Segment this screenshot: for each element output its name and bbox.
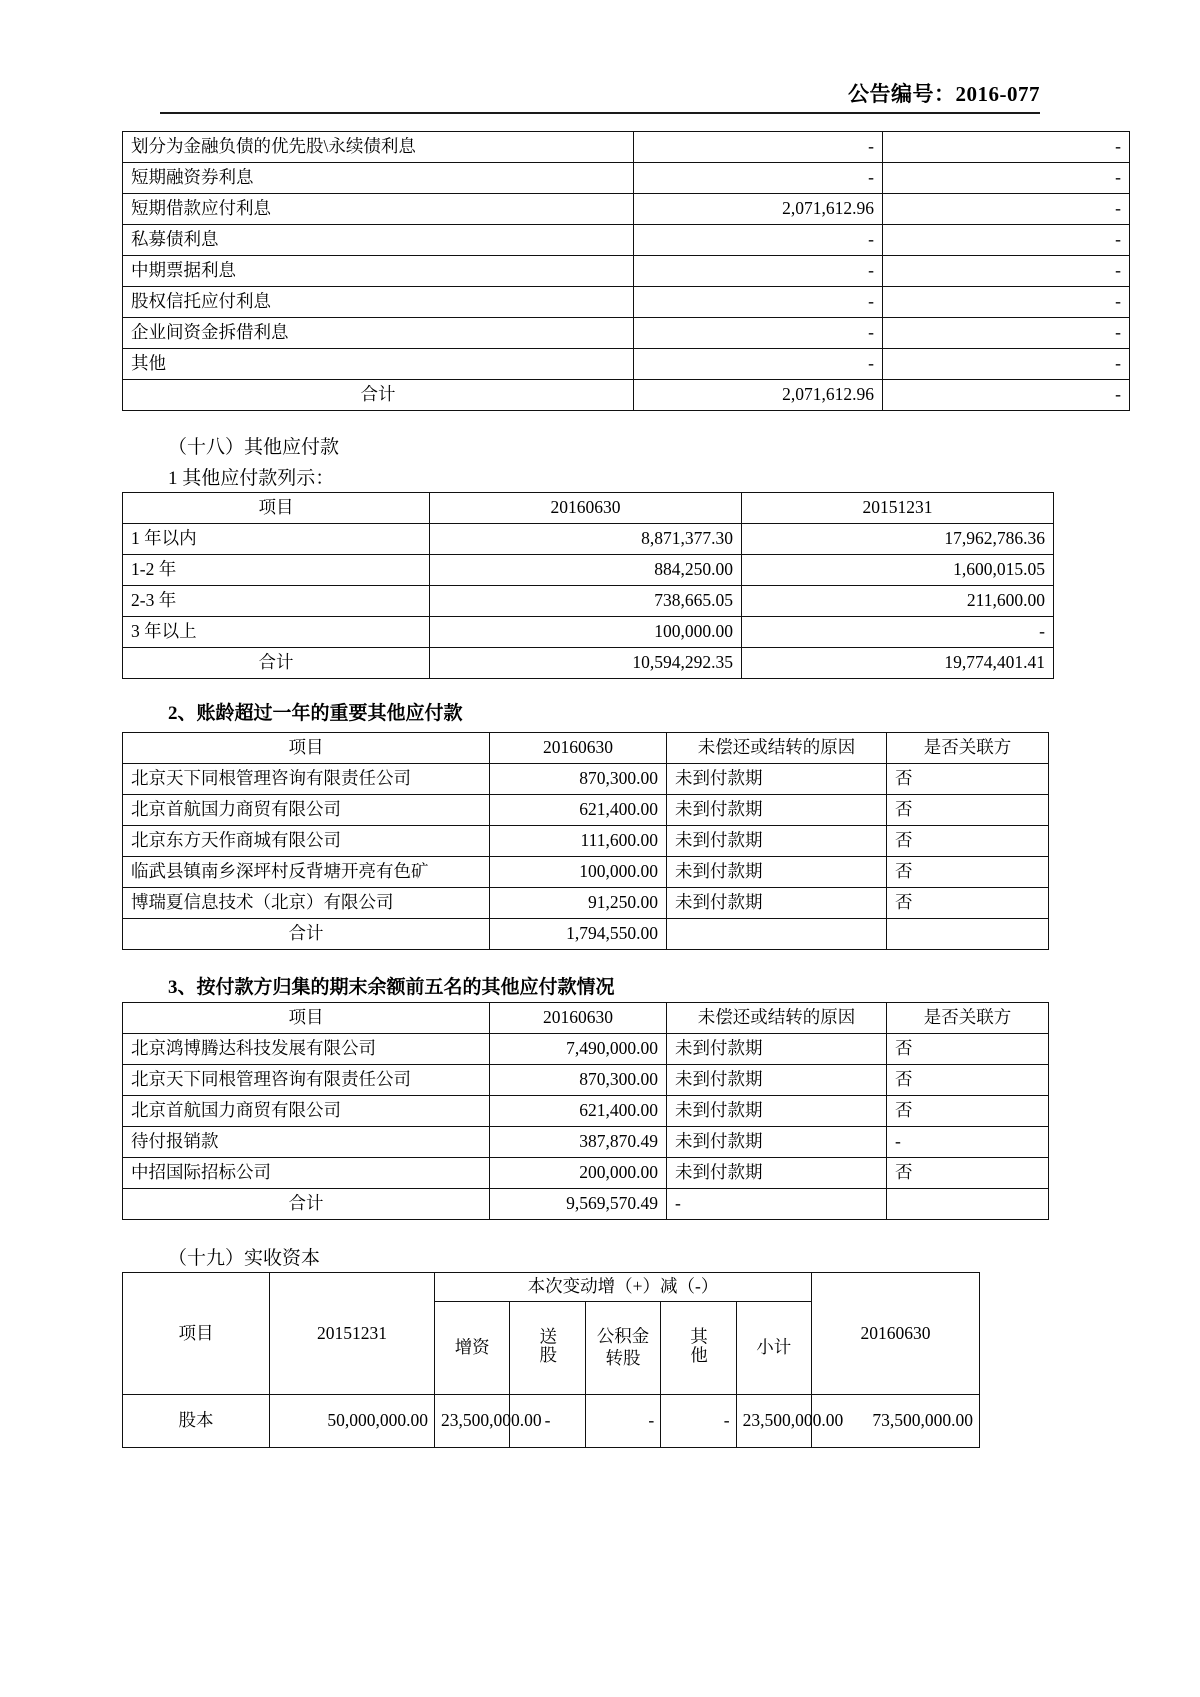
row-item: 临武县镇南乡深坪村反背塘开亮有色矿 [123,857,490,888]
column-header-begin: 20151231 [270,1273,435,1395]
row-reason: 未到付款期 [667,795,887,826]
row-value-2: - [742,617,1054,648]
row-value-1: - [634,287,883,318]
row-item: 待付报销款 [123,1127,490,1158]
table-row [123,1096,1049,1127]
paid-in-capital-table [122,1272,980,1448]
row-item: 3 年以上 [123,617,430,648]
table-row [123,764,1049,795]
row-item: 股权信托应付利息 [123,287,634,318]
column-header-other [661,1302,736,1395]
total-label: 合计 [123,380,634,411]
row-related: 否 [887,1065,1049,1096]
total-value-2: 19,774,401.41 [742,648,1054,679]
row-related: 否 [887,888,1049,919]
row-item: 其他 [123,349,634,380]
row-reason: 未到付款期 [667,764,887,795]
section-18-heading: （十八）其他应付款 [168,437,340,458]
row-related: 否 [887,826,1049,857]
row-item: 北京天下同根管理咨询有限责任公司 [123,764,490,795]
column-header-reason: 未偿还或结转的原因 [667,733,887,764]
row-reason: 未到付款期 [667,1034,887,1065]
row-reason: 未到付款期 [667,1096,887,1127]
row-related: 否 [887,1158,1049,1189]
row-item: 中招国际招标公司 [123,1158,490,1189]
page-header [160,78,1040,108]
row-amount: 387,870.49 [490,1127,667,1158]
section-19-heading: （十九）实收资本 [168,1248,321,1269]
column-header-20160630: 20160630 [430,493,742,524]
row-related: 否 [887,795,1049,826]
row-value-1: - [634,225,883,256]
row-item: 北京东方天作商城有限公司 [123,826,490,857]
total-amount: 1,794,550.00 [490,919,667,950]
table-row [123,318,1130,349]
table-row [123,617,1054,648]
table-row [123,194,1130,225]
table-row [123,795,1049,826]
row-reason: 未到付款期 [667,857,887,888]
column-header-20151231: 20151231 [742,493,1054,524]
row-amount: 111,600.00 [490,826,667,857]
row-related: - [887,1127,1049,1158]
row-reason: 未到付款期 [667,1065,887,1096]
table-total-row [123,648,1054,679]
row-related: 否 [887,1096,1049,1127]
table-header-row [123,493,1054,524]
table-row [123,1127,1049,1158]
column-header-item: 项目 [123,1003,490,1034]
total-related [887,1189,1049,1220]
column-header-amount: 20160630 [490,1003,667,1034]
row-value-1: - [634,349,883,380]
section-18-sub3-heading: 3、按付款方归集的期末余额前五名的其他应付款情况 [168,977,615,998]
column-header-bonus-text: 送股 [537,1326,558,1364]
column-header-item: 项目 [123,493,430,524]
row-value-2: - [883,194,1130,225]
table-row [123,1034,1049,1065]
total-value-1: 2,071,612.96 [634,380,883,411]
total-label: 合计 [123,919,490,950]
row-item: 股本 [123,1395,270,1448]
total-reason [667,919,887,950]
table-row [123,826,1049,857]
table-total-row [123,380,1130,411]
row-value-1: 884,250.00 [430,555,742,586]
row-amount: 621,400.00 [490,795,667,826]
row-value-2: - [883,287,1130,318]
column-header-item: 项目 [123,733,490,764]
section-18-sub1-heading: 1 其他应付款列示： [168,468,335,489]
table-header-row [123,733,1049,764]
row-value-2: - [883,225,1130,256]
table-row [123,349,1130,380]
row-value-1: 2,071,612.96 [634,194,883,225]
column-header-related: 是否关联方 [887,733,1049,764]
row-item: 北京天下同根管理咨询有限责任公司 [123,1065,490,1096]
table-row [123,555,1054,586]
row-amount: 870,300.00 [490,764,667,795]
row-amount: 870,300.00 [490,1065,667,1096]
row-amount: 91,250.00 [490,888,667,919]
row-bonus: - [510,1395,585,1448]
announcement-number: 2016-077 [955,82,1040,106]
section-18-sub2-heading: 2、账龄超过一年的重要其他应付款 [168,703,463,724]
row-item: 中期票据利息 [123,256,634,287]
row-value-1: - [634,163,883,194]
row-related: 否 [887,1034,1049,1065]
row-value-1: 738,665.05 [430,586,742,617]
row-item: 北京鸿博腾达科技发展有限公司 [123,1034,490,1065]
table-header-row [123,1003,1049,1034]
row-amount: 100,000.00 [490,857,667,888]
table-row [123,256,1130,287]
table-row [123,287,1130,318]
row-reserve: - [585,1395,660,1448]
table-total-row [123,919,1049,950]
row-item: 2-3 年 [123,586,430,617]
row-value-2: 211,600.00 [742,586,1054,617]
column-header-related: 是否关联方 [887,1003,1049,1034]
row-other: - [661,1395,736,1448]
row-value-1: - [634,132,883,163]
announcement-label: 公告编号： [848,82,956,106]
row-item: 划分为金融负债的优先股\永续债利息 [123,132,634,163]
total-label: 合计 [123,648,430,679]
row-value-2: - [883,349,1130,380]
row-item: 1-2 年 [123,555,430,586]
column-header-amount: 20160630 [490,733,667,764]
row-item: 1 年以内 [123,524,430,555]
total-value-2: - [883,380,1130,411]
column-group-header-change: 本次变动增（+）减（-） [435,1273,812,1302]
table-row [123,586,1054,617]
table-row [123,132,1130,163]
row-reason: 未到付款期 [667,888,887,919]
total-value-1: 10,594,292.35 [430,648,742,679]
row-amount: 7,490,000.00 [490,1034,667,1065]
table-row [123,888,1049,919]
total-reason: - [667,1189,887,1220]
row-value-1: 100,000.00 [430,617,742,648]
row-amount: 621,400.00 [490,1096,667,1127]
row-end: 73,500,000.00 [812,1395,980,1448]
row-increase: 23,500,000.00 [435,1395,510,1448]
table-row [123,1395,980,1448]
table-row [123,524,1054,555]
table-row [123,1065,1049,1096]
row-value-2: 17,962,786.36 [742,524,1054,555]
over-one-year-payables-table [122,732,1049,950]
total-related [887,919,1049,950]
row-value-1: - [634,318,883,349]
header-divider [160,112,1040,114]
row-item: 私募债利息 [123,225,634,256]
row-item: 博瑞夏信息技术（北京）有限公司 [123,888,490,919]
row-item: 短期融资券利息 [123,163,634,194]
column-header-end: 20160630 [812,1273,980,1395]
row-value-1: 8,871,377.30 [430,524,742,555]
row-item: 短期借款应付利息 [123,194,634,225]
interest-payable-table [122,131,1130,411]
row-value-2: - [883,163,1130,194]
row-reason: 未到付款期 [667,1127,887,1158]
column-header-reserve: 公积金转股 [585,1302,660,1395]
row-reason: 未到付款期 [667,826,887,857]
table-header-row-1 [123,1273,980,1302]
table-row [123,225,1130,256]
table-total-row [123,1189,1049,1220]
row-value-2: - [883,256,1130,287]
column-header-reason: 未偿还或结转的原因 [667,1003,887,1034]
column-header-item: 项目 [123,1273,270,1395]
total-label: 合计 [123,1189,490,1220]
row-begin: 50,000,000.00 [270,1395,435,1448]
row-value-2: - [883,318,1130,349]
row-value-1: - [634,256,883,287]
row-related: 否 [887,764,1049,795]
other-payables-aging-table [122,492,1054,679]
row-item: 企业间资金拆借利息 [123,318,634,349]
row-value-2: - [883,132,1130,163]
row-value-2: 1,600,015.05 [742,555,1054,586]
top5-payables-table [122,1002,1049,1220]
table-row [123,1158,1049,1189]
row-related: 否 [887,857,1049,888]
column-header-increase: 增资 [435,1302,510,1395]
row-item: 北京首航国力商贸有限公司 [123,1096,490,1127]
column-header-bonus [510,1302,585,1395]
row-reason: 未到付款期 [667,1158,887,1189]
total-amount: 9,569,570.49 [490,1189,667,1220]
row-amount: 200,000.00 [490,1158,667,1189]
row-item: 北京首航国力商贸有限公司 [123,795,490,826]
row-subtotal: 23,500,000.00 [736,1395,811,1448]
column-header-subtotal: 小计 [736,1302,811,1395]
column-header-other-text: 其他 [688,1326,709,1364]
table-row [123,163,1130,194]
table-row [123,857,1049,888]
